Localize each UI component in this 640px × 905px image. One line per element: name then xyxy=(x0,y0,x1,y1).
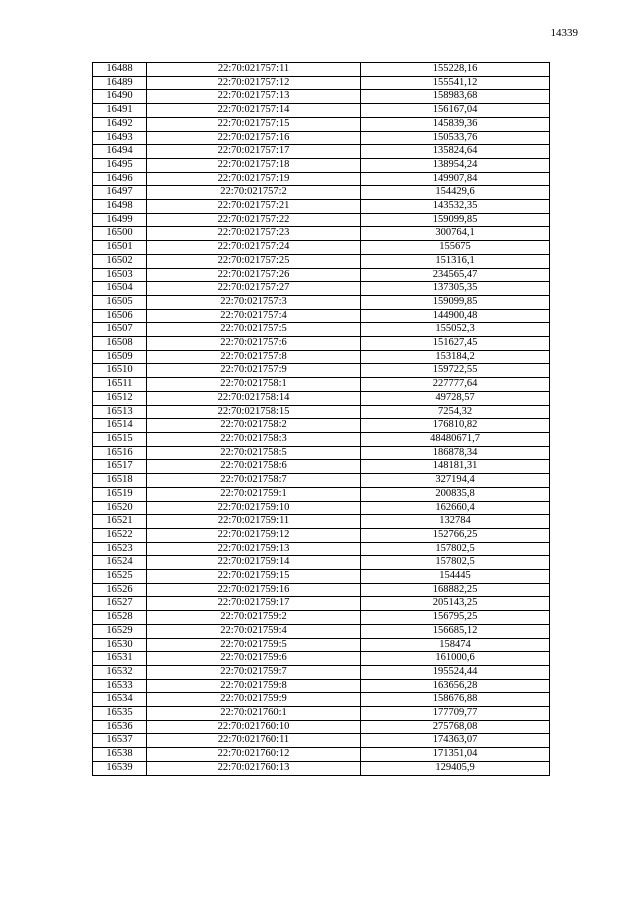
row-number-cell: 16509 xyxy=(93,350,147,364)
table-row xyxy=(93,200,550,214)
cadastral-number-cell: 22:70:021759:12 xyxy=(147,528,361,542)
cadastral-value-cell: 200835,8 xyxy=(361,487,550,501)
cadastral-value-cell: 155228,16 xyxy=(361,63,550,77)
cadastral-number-cell: 22:70:021757:21 xyxy=(147,200,361,214)
cadastral-value-cell: 168882,25 xyxy=(361,583,550,597)
cadastral-value-cell: 158676,88 xyxy=(361,693,550,707)
cadastral-number-cell: 22:70:021757:2 xyxy=(147,186,361,200)
row-number-cell: 16534 xyxy=(93,693,147,707)
row-number-cell: 16525 xyxy=(93,570,147,584)
cadastral-value-cell: 205143,25 xyxy=(361,597,550,611)
cadastral-number-cell: 22:70:021759:13 xyxy=(147,542,361,556)
cadastral-number-cell: 22:70:021759:6 xyxy=(147,652,361,666)
table-row xyxy=(93,597,550,611)
row-number-cell: 16502 xyxy=(93,254,147,268)
cadastral-number-cell: 22:70:021759:1 xyxy=(147,487,361,501)
cadastral-value-cell: 156167,04 xyxy=(361,104,550,118)
cadastral-value-cell: 162660,4 xyxy=(361,501,550,515)
table-row xyxy=(93,707,550,721)
table-row xyxy=(93,487,550,501)
table-row xyxy=(93,76,550,90)
table-row xyxy=(93,720,550,734)
cadastral-number-cell: 22:70:021757:25 xyxy=(147,254,361,268)
cadastral-number-cell: 22:70:021760:10 xyxy=(147,720,361,734)
row-number-cell: 16517 xyxy=(93,460,147,474)
row-number-cell: 16528 xyxy=(93,611,147,625)
row-number-cell: 16491 xyxy=(93,104,147,118)
cadastral-value-cell: 155541,12 xyxy=(361,76,550,90)
row-number-cell: 16512 xyxy=(93,391,147,405)
table-row xyxy=(93,158,550,172)
page-number: 14339 xyxy=(550,27,578,39)
table-row xyxy=(93,501,550,515)
cadastral-value-cell: 138954,24 xyxy=(361,158,550,172)
cadastral-value-table xyxy=(92,62,550,776)
row-number-cell: 16489 xyxy=(93,76,147,90)
cadastral-number-cell: 22:70:021757:26 xyxy=(147,268,361,282)
cadastral-number-cell: 22:70:021759:9 xyxy=(147,693,361,707)
table-row xyxy=(93,624,550,638)
table-row xyxy=(93,350,550,364)
row-number-cell: 16524 xyxy=(93,556,147,570)
cadastral-value-cell: 145839,36 xyxy=(361,117,550,131)
cadastral-number-cell: 22:70:021757:18 xyxy=(147,158,361,172)
table-row xyxy=(93,104,550,118)
row-number-cell: 16508 xyxy=(93,337,147,351)
row-number-cell: 16504 xyxy=(93,282,147,296)
cadastral-value-cell: 154429,6 xyxy=(361,186,550,200)
row-number-cell: 16496 xyxy=(93,172,147,186)
table-row xyxy=(93,268,550,282)
cadastral-value-cell: 176810,82 xyxy=(361,419,550,433)
row-number-cell: 16514 xyxy=(93,419,147,433)
cadastral-number-cell: 22:70:021759:10 xyxy=(147,501,361,515)
cadastral-value-cell: 227777,64 xyxy=(361,378,550,392)
cadastral-number-cell: 22:70:021757:19 xyxy=(147,172,361,186)
row-number-cell: 16498 xyxy=(93,200,147,214)
cadastral-number-cell: 22:70:021760:13 xyxy=(147,761,361,775)
cadastral-value-cell: 157802,5 xyxy=(361,556,550,570)
cadastral-number-cell: 22:70:021757:27 xyxy=(147,282,361,296)
row-number-cell: 16490 xyxy=(93,90,147,104)
table-row xyxy=(93,556,550,570)
row-number-cell: 16501 xyxy=(93,241,147,255)
row-number-cell: 16495 xyxy=(93,158,147,172)
row-number-cell: 16520 xyxy=(93,501,147,515)
cadastral-number-cell: 22:70:021757:17 xyxy=(147,145,361,159)
row-number-cell: 16511 xyxy=(93,378,147,392)
table-row xyxy=(93,665,550,679)
cadastral-number-cell: 22:70:021757:5 xyxy=(147,323,361,337)
row-number-cell: 16499 xyxy=(93,213,147,227)
cadastral-value-cell: 153184,2 xyxy=(361,350,550,364)
table-row xyxy=(93,227,550,241)
cadastral-value-cell: 7254,32 xyxy=(361,405,550,419)
row-number-cell: 16519 xyxy=(93,487,147,501)
cadastral-number-cell: 22:70:021757:11 xyxy=(147,63,361,77)
cadastral-value-cell: 151316,1 xyxy=(361,254,550,268)
table-row xyxy=(93,446,550,460)
row-number-cell: 16537 xyxy=(93,734,147,748)
cadastral-number-cell: 22:70:021757:8 xyxy=(147,350,361,364)
cadastral-number-cell: 22:70:021757:3 xyxy=(147,295,361,309)
table-row xyxy=(93,515,550,529)
cadastral-number-cell: 22:70:021758:6 xyxy=(147,460,361,474)
row-number-cell: 16535 xyxy=(93,707,147,721)
row-number-cell: 16488 xyxy=(93,63,147,77)
cadastral-value-cell: 171351,04 xyxy=(361,748,550,762)
table-row xyxy=(93,583,550,597)
table-row xyxy=(93,186,550,200)
cadastral-value-cell: 148181,31 xyxy=(361,460,550,474)
cadastral-value-cell: 150533,76 xyxy=(361,131,550,145)
cadastral-number-cell: 22:70:021757:22 xyxy=(147,213,361,227)
cadastral-number-cell: 22:70:021760:12 xyxy=(147,748,361,762)
cadastral-number-cell: 22:70:021757:13 xyxy=(147,90,361,104)
row-number-cell: 16500 xyxy=(93,227,147,241)
cadastral-number-cell: 22:70:021757:12 xyxy=(147,76,361,90)
row-number-cell: 16526 xyxy=(93,583,147,597)
cadastral-number-cell: 22:70:021758:14 xyxy=(147,391,361,405)
cadastral-value-cell: 159722,55 xyxy=(361,364,550,378)
row-number-cell: 16527 xyxy=(93,597,147,611)
row-number-cell: 16506 xyxy=(93,309,147,323)
cadastral-number-cell: 22:70:021757:15 xyxy=(147,117,361,131)
cadastral-value-cell: 156795,25 xyxy=(361,611,550,625)
cadastral-number-cell: 22:70:021758:1 xyxy=(147,378,361,392)
cadastral-number-cell: 22:70:021759:5 xyxy=(147,638,361,652)
cadastral-number-cell: 22:70:021759:4 xyxy=(147,624,361,638)
table-row xyxy=(93,528,550,542)
cadastral-value-cell: 163656,28 xyxy=(361,679,550,693)
table-body xyxy=(93,63,550,776)
cadastral-number-cell: 22:70:021759:8 xyxy=(147,679,361,693)
cadastral-value-cell: 234565,47 xyxy=(361,268,550,282)
row-number-cell: 16507 xyxy=(93,323,147,337)
row-number-cell: 16538 xyxy=(93,748,147,762)
cadastral-value-cell: 135824,64 xyxy=(361,145,550,159)
cadastral-value-cell: 159099,85 xyxy=(361,295,550,309)
cadastral-value-cell: 156685,12 xyxy=(361,624,550,638)
cadastral-number-cell: 22:70:021758:5 xyxy=(147,446,361,460)
row-number-cell: 16503 xyxy=(93,268,147,282)
table-row xyxy=(93,145,550,159)
cadastral-value-cell: 155675 xyxy=(361,241,550,255)
cadastral-value-cell: 161000,6 xyxy=(361,652,550,666)
table-row xyxy=(93,378,550,392)
row-number-cell: 16518 xyxy=(93,474,147,488)
cadastral-number-cell: 22:70:021759:11 xyxy=(147,515,361,529)
table-row xyxy=(93,638,550,652)
cadastral-number-cell: 22:70:021757:9 xyxy=(147,364,361,378)
cadastral-number-cell: 22:70:021757:24 xyxy=(147,241,361,255)
table-row xyxy=(93,748,550,762)
cadastral-number-cell: 22:70:021757:16 xyxy=(147,131,361,145)
row-number-cell: 16510 xyxy=(93,364,147,378)
row-number-cell: 16533 xyxy=(93,679,147,693)
cadastral-number-cell: 22:70:021757:6 xyxy=(147,337,361,351)
table-row xyxy=(93,241,550,255)
row-number-cell: 16532 xyxy=(93,665,147,679)
cadastral-number-cell: 22:70:021759:17 xyxy=(147,597,361,611)
row-number-cell: 16513 xyxy=(93,405,147,419)
table-row xyxy=(93,419,550,433)
cadastral-value-cell: 132784 xyxy=(361,515,550,529)
table-row xyxy=(93,63,550,77)
table-row xyxy=(93,693,550,707)
cadastral-number-cell: 22:70:021757:14 xyxy=(147,104,361,118)
table-row xyxy=(93,391,550,405)
cadastral-number-cell: 22:70:021759:14 xyxy=(147,556,361,570)
cadastral-number-cell: 22:70:021760:1 xyxy=(147,707,361,721)
row-number-cell: 16497 xyxy=(93,186,147,200)
table-row xyxy=(93,172,550,186)
cadastral-value-cell: 195524,44 xyxy=(361,665,550,679)
table-row xyxy=(93,432,550,446)
table-row xyxy=(93,337,550,351)
row-number-cell: 16494 xyxy=(93,145,147,159)
cadastral-value-cell: 149907,84 xyxy=(361,172,550,186)
table-row xyxy=(93,405,550,419)
table-row xyxy=(93,309,550,323)
cadastral-value-cell: 143532,35 xyxy=(361,200,550,214)
cadastral-number-cell: 22:70:021759:16 xyxy=(147,583,361,597)
cadastral-number-cell: 22:70:021759:15 xyxy=(147,570,361,584)
table-row xyxy=(93,323,550,337)
table-row xyxy=(93,254,550,268)
row-number-cell: 16515 xyxy=(93,432,147,446)
table-row xyxy=(93,282,550,296)
table-row xyxy=(93,679,550,693)
cadastral-number-cell: 22:70:021758:15 xyxy=(147,405,361,419)
cadastral-number-cell: 22:70:021759:2 xyxy=(147,611,361,625)
table-row xyxy=(93,734,550,748)
row-number-cell: 16539 xyxy=(93,761,147,775)
table-row xyxy=(93,364,550,378)
cadastral-value-cell: 49728,57 xyxy=(361,391,550,405)
cadastral-value-cell: 275768,08 xyxy=(361,720,550,734)
cadastral-value-cell: 327194,4 xyxy=(361,474,550,488)
table-row xyxy=(93,131,550,145)
row-number-cell: 16536 xyxy=(93,720,147,734)
cadastral-value-cell: 129405,9 xyxy=(361,761,550,775)
table-row xyxy=(93,117,550,131)
cadastral-value-cell: 137305,35 xyxy=(361,282,550,296)
table-row xyxy=(93,570,550,584)
cadastral-number-cell: 22:70:021758:2 xyxy=(147,419,361,433)
table-row xyxy=(93,90,550,104)
row-number-cell: 16523 xyxy=(93,542,147,556)
cadastral-number-cell: 22:70:021757:23 xyxy=(147,227,361,241)
cadastral-number-cell: 22:70:021760:11 xyxy=(147,734,361,748)
table-row xyxy=(93,542,550,556)
cadastral-number-cell: 22:70:021758:3 xyxy=(147,432,361,446)
table-row xyxy=(93,295,550,309)
table-row xyxy=(93,474,550,488)
table-row xyxy=(93,460,550,474)
row-number-cell: 16522 xyxy=(93,528,147,542)
row-number-cell: 16521 xyxy=(93,515,147,529)
table-row xyxy=(93,611,550,625)
cadastral-value-cell: 174363,07 xyxy=(361,734,550,748)
cadastral-value-cell: 152766,25 xyxy=(361,528,550,542)
row-number-cell: 16493 xyxy=(93,131,147,145)
row-number-cell: 16531 xyxy=(93,652,147,666)
cadastral-value-cell: 154445 xyxy=(361,570,550,584)
cadastral-value-cell: 151627,45 xyxy=(361,337,550,351)
table-row xyxy=(93,761,550,775)
cadastral-value-cell: 158474 xyxy=(361,638,550,652)
cadastral-value-cell: 48480671,7 xyxy=(361,432,550,446)
cadastral-value-cell: 159099,85 xyxy=(361,213,550,227)
cadastral-value-cell: 144900,48 xyxy=(361,309,550,323)
row-number-cell: 16492 xyxy=(93,117,147,131)
row-number-cell: 16516 xyxy=(93,446,147,460)
cadastral-number-cell: 22:70:021757:4 xyxy=(147,309,361,323)
cadastral-value-cell: 158983,68 xyxy=(361,90,550,104)
cadastral-number-cell: 22:70:021759:7 xyxy=(147,665,361,679)
row-number-cell: 16529 xyxy=(93,624,147,638)
cadastral-number-cell: 22:70:021758:7 xyxy=(147,474,361,488)
table-row xyxy=(93,652,550,666)
row-number-cell: 16530 xyxy=(93,638,147,652)
cadastral-value-cell: 155052,3 xyxy=(361,323,550,337)
cadastral-value-cell: 300764,1 xyxy=(361,227,550,241)
row-number-cell: 16505 xyxy=(93,295,147,309)
cadastral-value-cell: 186878,34 xyxy=(361,446,550,460)
cadastral-value-cell: 157802,5 xyxy=(361,542,550,556)
cadastral-value-cell: 177709,77 xyxy=(361,707,550,721)
table-row xyxy=(93,213,550,227)
